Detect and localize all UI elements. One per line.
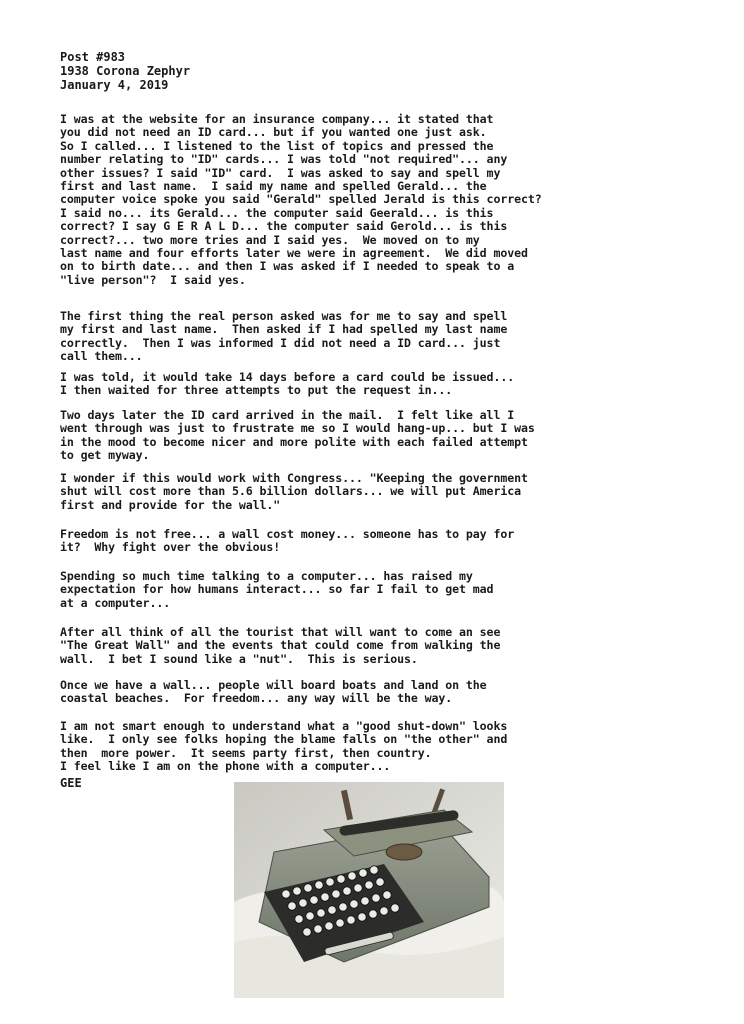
signature: GEE (60, 776, 82, 790)
letter-header (60, 50, 190, 92)
paragraph-real-person: The first thing the real person asked was for me to say and spell my first and last name. Then asked if I had spelled my last name correctly. Then I was informed I did not need a ID card... just call them... (60, 309, 508, 364)
typewriter-photo (234, 782, 504, 998)
paragraph-spending-time: Spending so much time talking to a computer... has raised my expectation for how humans interact... so far I fail to get mad at a computer... (60, 569, 494, 610)
post-number: Post #983 (60, 50, 126, 64)
paragraph-card-arrived: Two days later the ID card arrived in the mail. I felt like all I went through was just to frustrate me so I would hang-up... but I was in the mood to become nicer and more polite with each failed attempt to get myway. (60, 408, 535, 463)
paragraph-shut-down: I am not smart enough to understand what a "good shut-down" looks like. I only see folks hoping the blame falls on "the other" and then more power. It seems party first, then country. I feel like I am on the phone with a computer... (60, 719, 508, 774)
paragraph-congress: I wonder if this would work with Congress... "Keeping the government shut will cost more than 5.6 billion dollars... we will put America first and provide for the wall." (60, 471, 528, 512)
typewriter-model: 1938 Corona Zephyr (60, 64, 191, 78)
paragraph-great-wall: After all think of all the tourist that will want to come an see "The Great Wall" and the events that could come from walking the wall. I bet I sound like a "nut". This is serious. (60, 625, 501, 666)
letter-date: January 4, 2019 (60, 78, 169, 92)
paragraph-boats: Once we have a wall... people will board boats and land on the coastal beaches. For freedom... any way will be the way. (60, 678, 487, 706)
paragraph-insurance-call: I was at the website for an insurance company... it stated that you did not need an ID card... but if you wanted one just ask. So I called... I listened to the list of topics and pressed the number relating to "ID" cards... I was told "not required"... any other issues? I said "ID" card. I was asked to say and spell my first and last name. I said my name and spelled Gerald... the computer voice spoke you said "Gerald" spelled Jerald is this correct? I said no... its Gerald... the computer said Geerald... is this correct? I say G E R A L D... the computer said Gerold... is this correct?... two more tries and I said yes. We moved on to my last name and four efforts later we were in agreement. We did moved on to birth date... and then I was asked if I needed to speak to a "live person"? I said yes. (60, 112, 542, 287)
paragraph-fourteen-days: I was told, it would take 14 days before a card could be issued... I then waited for three attempts to put the request in... (60, 370, 515, 398)
paragraph-freedom: Freedom is not free... a wall cost money... someone has to pay for it? Why fight over the obvious! (60, 527, 515, 555)
